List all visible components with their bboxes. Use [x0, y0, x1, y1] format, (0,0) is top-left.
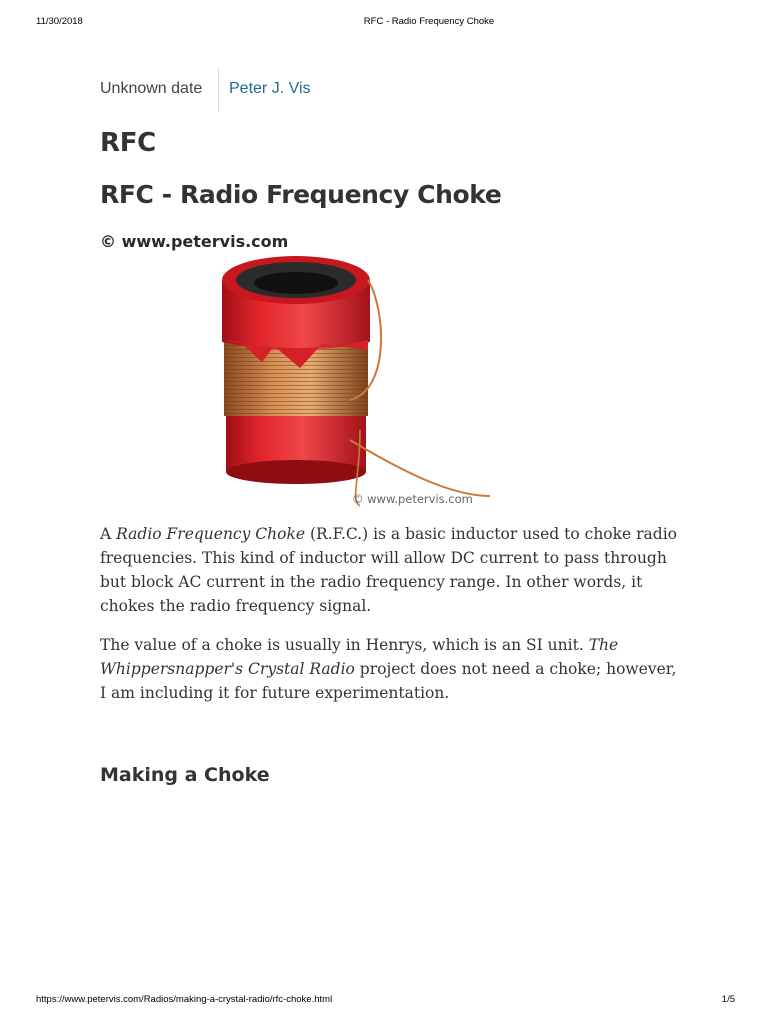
p1-text-before: A [100, 525, 117, 543]
page-title: RFC - Radio Frequency Choke [100, 180, 502, 209]
print-url: https://www.petervis.com/Radios/making-a-crystal-radio/rfc-choke.html [36, 994, 333, 1005]
author-link[interactable]: Peter J. Vis [229, 80, 311, 97]
print-footer [0, 994, 768, 1008]
print-date: 11/30/2018 [36, 16, 83, 27]
print-header [0, 16, 768, 30]
p2-text-before: The value of a choke is usually in Henrys, which is an SI unit. [100, 636, 589, 654]
p2-italic-project: The Whippersnapper's Crystal Radio [100, 636, 619, 678]
page-number: 1/5 [721, 994, 735, 1005]
value-paragraph [100, 633, 680, 705]
print-title: RFC - Radio Frequency Choke [363, 16, 495, 27]
rf-choke-photo [200, 250, 500, 510]
publish-date: Unknown date [100, 80, 203, 97]
rf-choke-illustration [200, 250, 500, 510]
photo-watermark: © www.petervis.com [352, 492, 473, 506]
p1-text-after: (R.F.C.) is a basic inductor used to choke radio frequencies. This kind of inductor will allow DC current to pass through but block AC current in the radio frequency range. In other words, it chokes the radio frequency signal. [100, 525, 677, 615]
p2-text-after: project does not need a choke; however, I am including it for future experimentation. [100, 660, 677, 702]
section-heading-making-a-choke: Making a Choke [100, 764, 270, 786]
site-title: RFC [100, 128, 156, 158]
copyright-notice: © www.petervis.com [100, 232, 289, 251]
meta-divider [218, 68, 219, 112]
p1-italic-term: Radio Frequency Choke [116, 525, 306, 543]
intro-paragraph [100, 522, 680, 618]
